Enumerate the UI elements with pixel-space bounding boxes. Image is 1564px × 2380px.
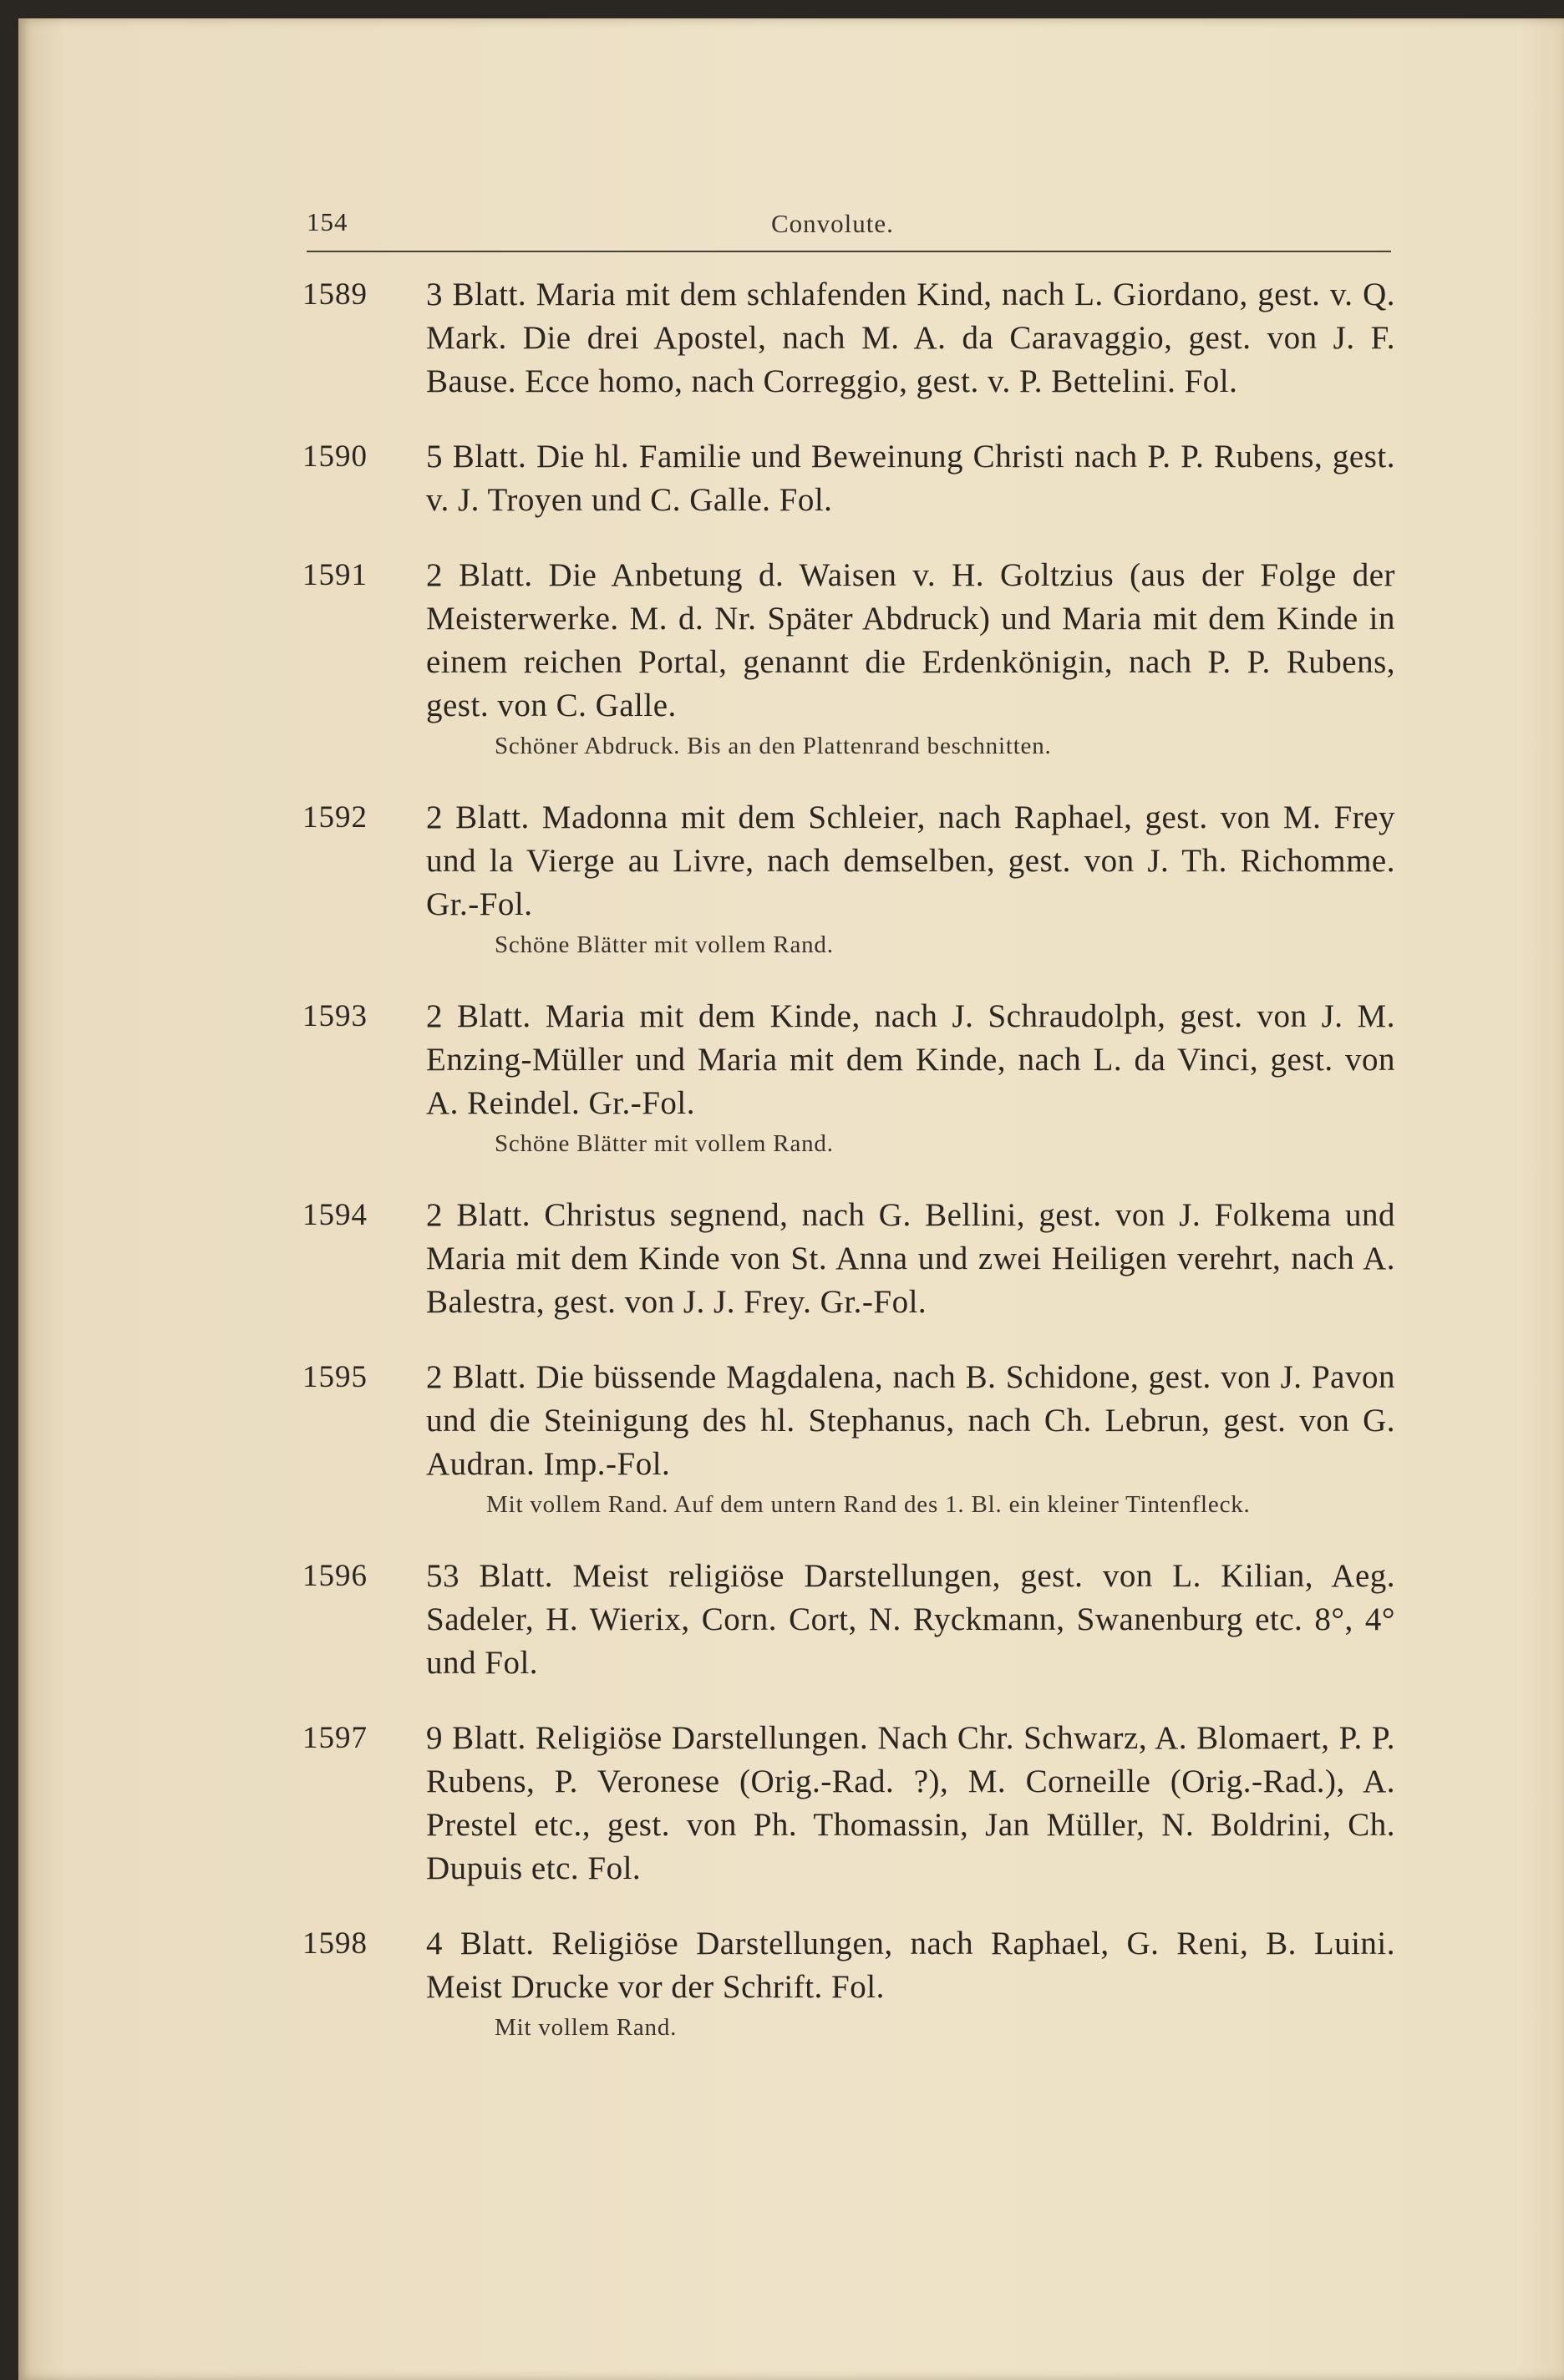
catalog-entry [269,435,1405,522]
lot-number: 1590 [302,439,368,474]
lot-number: 1589 [302,277,368,312]
catalog-entry [269,273,1405,403]
lot-number: 1591 [302,558,368,592]
catalog-entry [269,995,1405,1162]
page-header [307,199,1393,249]
running-head: Convolute. [771,209,894,238]
entry-description: 4 Blatt. Religiöse Darstellungen, nach Raphael, G. Reni, B. Luini. Meist Drucke vor der Schrift. Fol. [426,1926,1395,2005]
catalog-entry [269,796,1405,963]
lot-number: 1593 [302,999,368,1033]
entry-description: 2 Blatt. Maria mit dem Kinde, nach J. Schraudolph, gest. von J. M. Enzing-Müller und Maria mit dem Kinde, nach L. da Vinci, gest. von A. Reindel. Gr.-Fol. [426,998,1395,1121]
header-rule [307,251,1391,252]
catalog-entry [269,1922,1405,2046]
lot-number: 1594 [302,1198,368,1232]
catalog-entry [269,1717,1405,1890]
condition-note: Schöner Abdruck. Bis an den Plattenrand beschnitten. [495,733,1052,759]
entry-description: 2 Blatt. Die büssende Magdalena, nach B. Schidone, gest. von J. Pavon und die Steinigung des hl. Stephanus, nach Ch. Lebrun, gest. von G. Audran. Imp.-Fol. [426,1359,1395,1482]
lot-number: 1597 [302,1721,368,1755]
entry-description: 53 Blatt. Meist religiöse Darstellungen, gest. von L. Kilian, Aeg. Sadeler, H. Wierix, Corn. Cort, N. Ryckmann, Swanenburg etc. 8°, 4° und Fol. [426,1558,1395,1681]
catalog-entry [269,1356,1405,1523]
lot-number: 1592 [302,800,368,835]
catalog-entry [269,1194,1405,1324]
lot-number: 1595 [302,1360,368,1394]
entry-description: 2 Blatt. Die Anbetung d. Waisen v. H. Goltzius (aus der Folge der Meisterwerke. M. d. Nr. Später Abdruck) und Maria mit dem Kinde in einem reichen Portal, genannt die Erdenkönigin, nach P. P. Rubens, gest. von C. Galle. [426,557,1395,723]
condition-note: Mit vollem Rand. [495,2014,678,2041]
entry-description: 9 Blatt. Religiöse Darstellungen. Nach Chr. Schwarz, A. Blomaert, P. P. Rubens, P. Veronese (Orig.-Rad. ?), M. Corneille (Orig.-Rad.), A. Prestel etc., gest. von Ph. Thomassin, Jan Müller, N. Boldrini, Ch. Dupuis etc. Fol. [426,1720,1395,1886]
entry-description: 2 Blatt. Madonna mit dem Schleier, nach Raphael, gest. von M. Frey und la Vierge au Livre, nach demselben, gest. von J. Th. Richomme. Gr.-Fol. [426,799,1395,922]
catalog-entry [269,554,1405,764]
lot-number: 1598 [302,1926,368,1961]
catalog-entry [269,1555,1405,1685]
entry-description: 5 Blatt. Die hl. Familie und Beweinung Christi nach P. P. Rubens, gest. v. J. Troyen und C. Galle. Fol. [426,439,1395,518]
lot-number: 1596 [302,1559,368,1593]
condition-note: Schöne Blätter mit vollem Rand. [495,931,834,958]
condition-note: Mit vollem Rand. Auf dem untern Rand des 1. Bl. ein kleiner Tintenfleck. [486,1491,1251,1518]
catalog-page [18,18,1564,2380]
catalog-entries [269,273,1405,2078]
page-number: 154 [307,207,348,236]
entry-description: 2 Blatt. Christus segnend, nach G. Bellini, gest. von J. Folkema und Maria mit dem Kinde von St. Anna und zwei Heiligen verehrt, nach A. Balestra, gest. von J. J. Frey. Gr.-Fol. [426,1197,1395,1320]
condition-note: Schöne Blätter mit vollem Rand. [495,1130,834,1157]
entry-description: 3 Blatt. Maria mit dem schlafenden Kind, nach L. Giordano, gest. v. Q. Mark. Die drei Apostel, nach M. A. da Caravaggio, gest. von J. F. Bause. Ecce homo, nach Correggio, gest. v. P. Bettelini. Fol. [426,277,1395,399]
